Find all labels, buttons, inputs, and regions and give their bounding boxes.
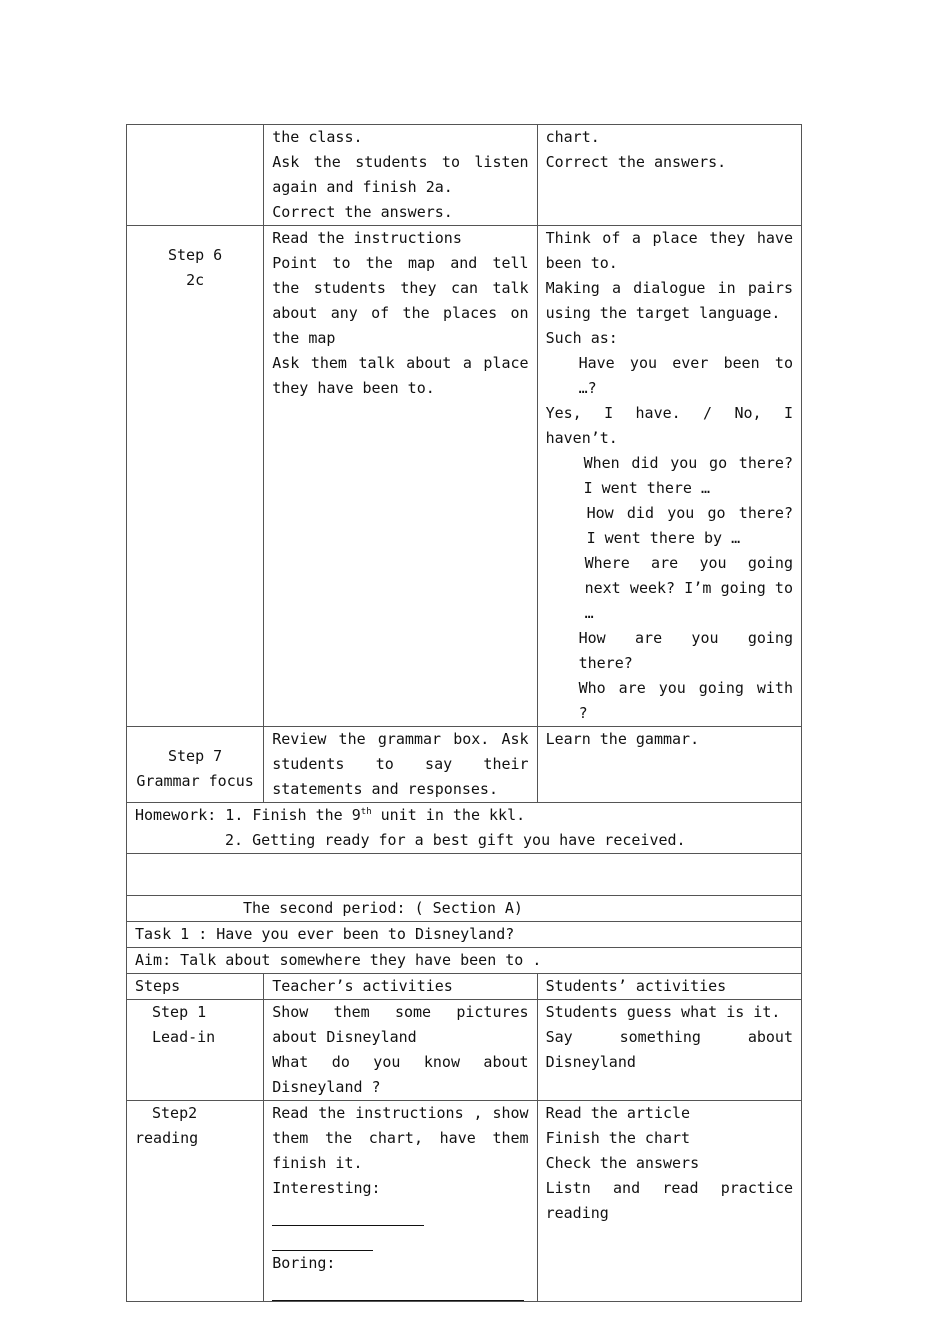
boring-blank[interactable] (272, 1283, 524, 1301)
teacher-line: Read the instructions (272, 229, 462, 247)
teacher-line: Show them some pictures about Disneyland (272, 1003, 529, 1046)
teacher-activities-cell (264, 226, 537, 727)
students-activities-cell: Learn the gammar. (537, 727, 801, 803)
step-cell (127, 226, 264, 727)
students-line: Check the answers (545, 1154, 700, 1172)
step-label: Step 6 (168, 246, 223, 264)
teacher-line: Ask the students to listen again and finish 2a. (272, 153, 529, 196)
students-line: Say something about Disneyland (545, 1028, 793, 1071)
teacher-activities-cell (264, 1000, 537, 1101)
dialogue-line: Where are you going next week? I’m going to … (584, 554, 793, 622)
homework-rest: unit in the kkl. (371, 806, 526, 824)
step-cell (127, 1000, 264, 1101)
table-row (127, 1101, 802, 1302)
dialogue-line: How did you go there? I went there by … (586, 504, 793, 547)
students-line: Listn and read practice reading (545, 1179, 793, 1222)
table-row (127, 727, 802, 803)
teacher-line: Correct the answers. (272, 203, 453, 221)
step-label: Step 7 (168, 747, 223, 765)
aim-text: Aim: Talk about somewhere they have been to . (127, 948, 802, 974)
header-students: Students’ activities (537, 974, 801, 1000)
empty-cell (127, 854, 802, 896)
step-sub-label: Lead-in (152, 1028, 216, 1046)
step-sub-label: Grammar focus (136, 772, 254, 790)
students-activities-cell (537, 1101, 801, 1302)
dialogue-line: Yes, I have. / No, I haven’t. (545, 404, 793, 447)
header-row (127, 974, 802, 1000)
students-line: Students guess what is it. (545, 1003, 781, 1021)
dialogue-line: Who are you going with ? (578, 679, 793, 722)
homework-cell (127, 803, 802, 854)
students-activities-cell (537, 125, 801, 226)
students-line: chart. (545, 128, 600, 146)
students-line: Such as: (545, 329, 618, 347)
period-title: The second period: ( Section A) (127, 896, 802, 922)
dialogue-line: Have you ever been to …? (578, 354, 793, 397)
interesting-label: Interesting: (272, 1179, 381, 1197)
students-line: Making a dialogue in pairs using the target language. (545, 279, 793, 322)
homework-line-1 (135, 803, 793, 828)
teacher-line: What do you know about Disneyland ? (272, 1053, 529, 1096)
boring-label: Boring: (272, 1254, 336, 1272)
teacher-line: Read the instructions , show them the chart, have them finish it. (272, 1104, 529, 1172)
table-row (127, 226, 802, 727)
step-label: Step 1 (152, 1003, 207, 1021)
dialogue-line: How are you going there? (578, 629, 793, 672)
period-row (127, 896, 802, 922)
students-line: Think of a place they have been to. (545, 229, 793, 272)
table-row (127, 125, 802, 226)
header-steps: Steps (127, 974, 264, 1000)
teacher-line: the class. (272, 128, 363, 146)
teacher-activities-cell (264, 1101, 537, 1302)
homework-line-2: 2. Getting ready for a best gift you have received. (225, 831, 686, 849)
homework-sup: th (360, 807, 372, 817)
lesson-plan-table (126, 124, 802, 1302)
students-line: Read the article (545, 1104, 691, 1122)
lesson-plan-table-wrapper (126, 124, 802, 1302)
students-activities-cell (537, 226, 801, 727)
interesting-line (272, 1176, 528, 1226)
teacher-activities-cell: Review the grammar box. Ask students to say their statements and responses. (264, 727, 537, 803)
interesting-continuation (272, 1226, 528, 1251)
step-label: Step2 (152, 1104, 198, 1122)
task-title: Task 1 : Have you ever been to Disneyland? (127, 922, 802, 948)
header-teacher: Teacher’s activities (264, 974, 537, 1000)
students-line: Finish the chart (545, 1129, 691, 1147)
step-cell (127, 727, 264, 803)
teacher-activities-cell (264, 125, 537, 226)
aim-row (127, 948, 802, 974)
homework-row (127, 803, 802, 854)
table-row (127, 1000, 802, 1101)
step-cell (127, 125, 264, 226)
task-row (127, 922, 802, 948)
interesting-blank-2[interactable] (272, 1233, 373, 1251)
students-line: Correct the answers. (545, 153, 727, 171)
dialogue-line: When did you go there? I went there … (583, 454, 793, 497)
step-sub-label: 2c (186, 271, 205, 289)
teacher-line: Ask them talk about a place they have been to. (272, 354, 529, 397)
boring-line (272, 1276, 528, 1301)
step-sub-label: reading (135, 1129, 199, 1147)
students-activities-cell (537, 1000, 801, 1101)
interesting-blank[interactable] (272, 1208, 424, 1226)
step-cell (127, 1101, 264, 1302)
homework-label: Homework: 1. Finish the 9 (135, 806, 361, 824)
teacher-line: Point to the map and tell the students they can talk about any of the places on the map (272, 254, 529, 347)
empty-row (127, 854, 802, 896)
